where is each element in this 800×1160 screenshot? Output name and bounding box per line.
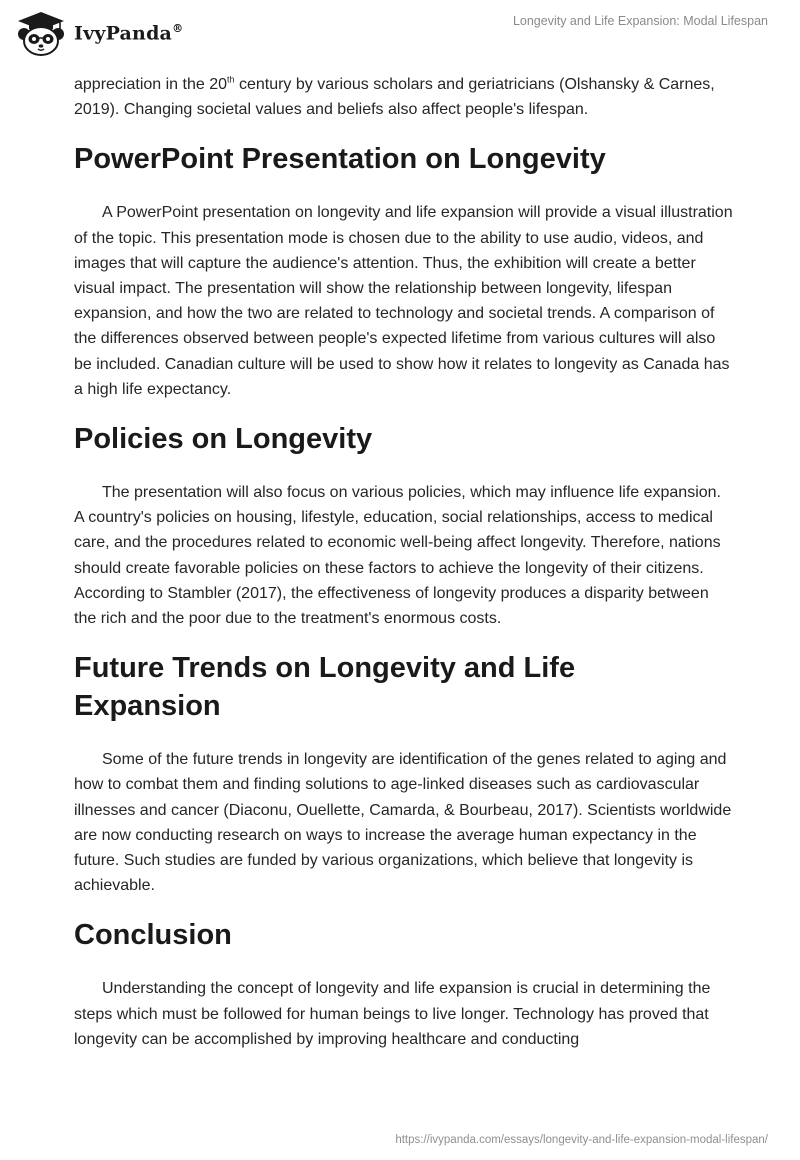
section-paragraph-powerpoint: A PowerPoint presentation on longevity and life expansion will provide a visual illustration of the topic. This presentation mode is chosen due to the ability to use audio, videos, and images that will capture the audience's attention. Thus, the exhibition will create a better visual impact. The presentation will show the relationship between longevity, lifespan expansion, and how the two are related to technology and societal trends. A comparison of the differences observed between people's expected lifetime from various cultures will also be included. Canadian culture will be used to show how it relates to longevity as Canada has a high life expectancy. bbox=[74, 204, 733, 398]
intro-paragraph: appreciation in the 20th century by various scholars and geriatricians (Olshansky & Carnes, 2019). Changing societal values and beliefs also affect people's lifespan. bbox=[74, 74, 715, 119]
section-heading-conclusion: Conclusion bbox=[74, 919, 232, 952]
section-paragraph-conclusion: Understanding the concept of longevity and life expansion is crucial in determining the steps which must be followed for human beings to live longer. Technology has proved that longevity can be accomplished by improving healthcare and conducting bbox=[74, 980, 711, 1048]
ivypanda-logo[interactable] bbox=[14, 10, 183, 56]
source-url-link[interactable]: https://ivypanda.com/essays/longevity-and-life-expansion-modal-lifespan/ bbox=[395, 1134, 768, 1146]
section-heading-policies: Policies on Longevity bbox=[74, 423, 373, 456]
document-title: Longevity and Life Expansion: Modal Lifespan bbox=[512, 14, 768, 28]
section-paragraph-future-trends: Some of the future trends in longevity are identification of the genes related to aging and how to combat them and finding solutions to age-linked diseases such as cardiovascular illnesses and cancer (Diaconu, Ouellette, Camarda, & Bourbeau, 2017). Scientists worldwide are now conducting research on ways to increase the average human expectancy in the future. Such studies are funded by various organizations, which believe that longevity is achievable. bbox=[74, 751, 732, 895]
page-header bbox=[0, 0, 800, 66]
brand-name: IvyPanda® bbox=[74, 21, 184, 45]
panda-graduate-icon bbox=[14, 10, 68, 56]
section-paragraph-policies: The presentation will also focus on various policies, which may influence life expansion. A country's policies on housing, lifestyle, education, social relationships, access to medical care, and the procedures related to economic well-being affect longevity. Therefore, nations should create favorable policies on these factors to achieve the longevity of their citizens. According to Stambler (2017), the effectiveness of longevity produces a disparity between the rich and the poor due to the treatment's enormous costs. bbox=[74, 484, 721, 628]
section-heading-future-trends: Future Trends on Longevity and Life Expansion bbox=[74, 652, 576, 723]
essay-body bbox=[74, 72, 734, 1052]
section-heading-powerpoint: PowerPoint Presentation on Longevity bbox=[74, 143, 606, 176]
